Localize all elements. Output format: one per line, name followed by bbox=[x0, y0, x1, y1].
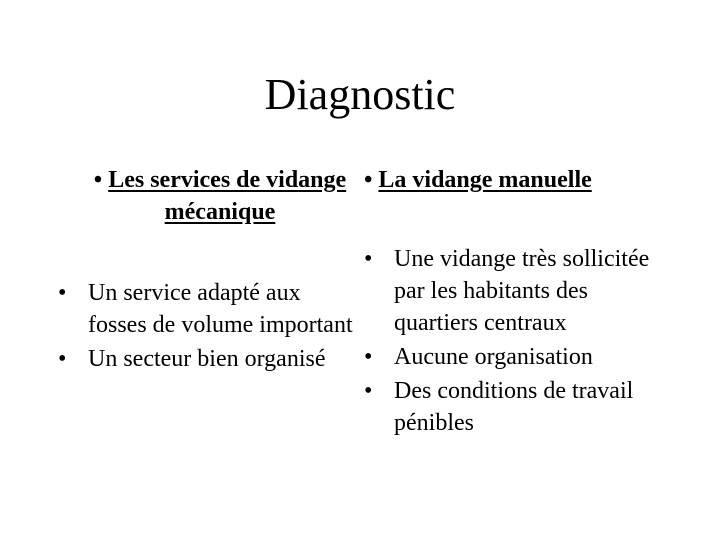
bullet-icon: • bbox=[364, 246, 373, 272]
list-item-text: Un service adapté aux fosses de volume important bbox=[88, 280, 353, 338]
list-item bbox=[58, 277, 358, 341]
list-item bbox=[364, 341, 664, 373]
bullet-icon: • bbox=[364, 344, 373, 370]
list-item-text: Des conditions de travail pénibles bbox=[394, 378, 634, 436]
list-item-text: Une vidange très sollicitée par les habitants des quartiers centraux bbox=[394, 246, 650, 336]
list-item bbox=[58, 343, 358, 375]
bullet-icon: • bbox=[58, 280, 67, 306]
list-item-text: Aucune organisation bbox=[394, 344, 593, 370]
left-column-heading bbox=[70, 164, 373, 228]
list-item bbox=[364, 375, 664, 439]
bullet-icon: • bbox=[364, 167, 373, 193]
right-column-heading bbox=[364, 164, 664, 196]
left-bullet-list bbox=[58, 277, 358, 377]
right-bullet-list bbox=[364, 243, 664, 441]
right-heading-label: La vidange manuelle bbox=[378, 167, 592, 193]
list-item-text: Un secteur bien organisé bbox=[88, 346, 326, 372]
left-heading-label: Les services de vidange mécanique bbox=[108, 167, 347, 225]
bullet-icon: • bbox=[364, 378, 373, 404]
bullet-icon: • bbox=[93, 167, 103, 193]
list-item bbox=[364, 243, 664, 339]
slide-title: Diagnostic bbox=[264, 70, 456, 119]
bullet-icon: • bbox=[58, 346, 67, 372]
